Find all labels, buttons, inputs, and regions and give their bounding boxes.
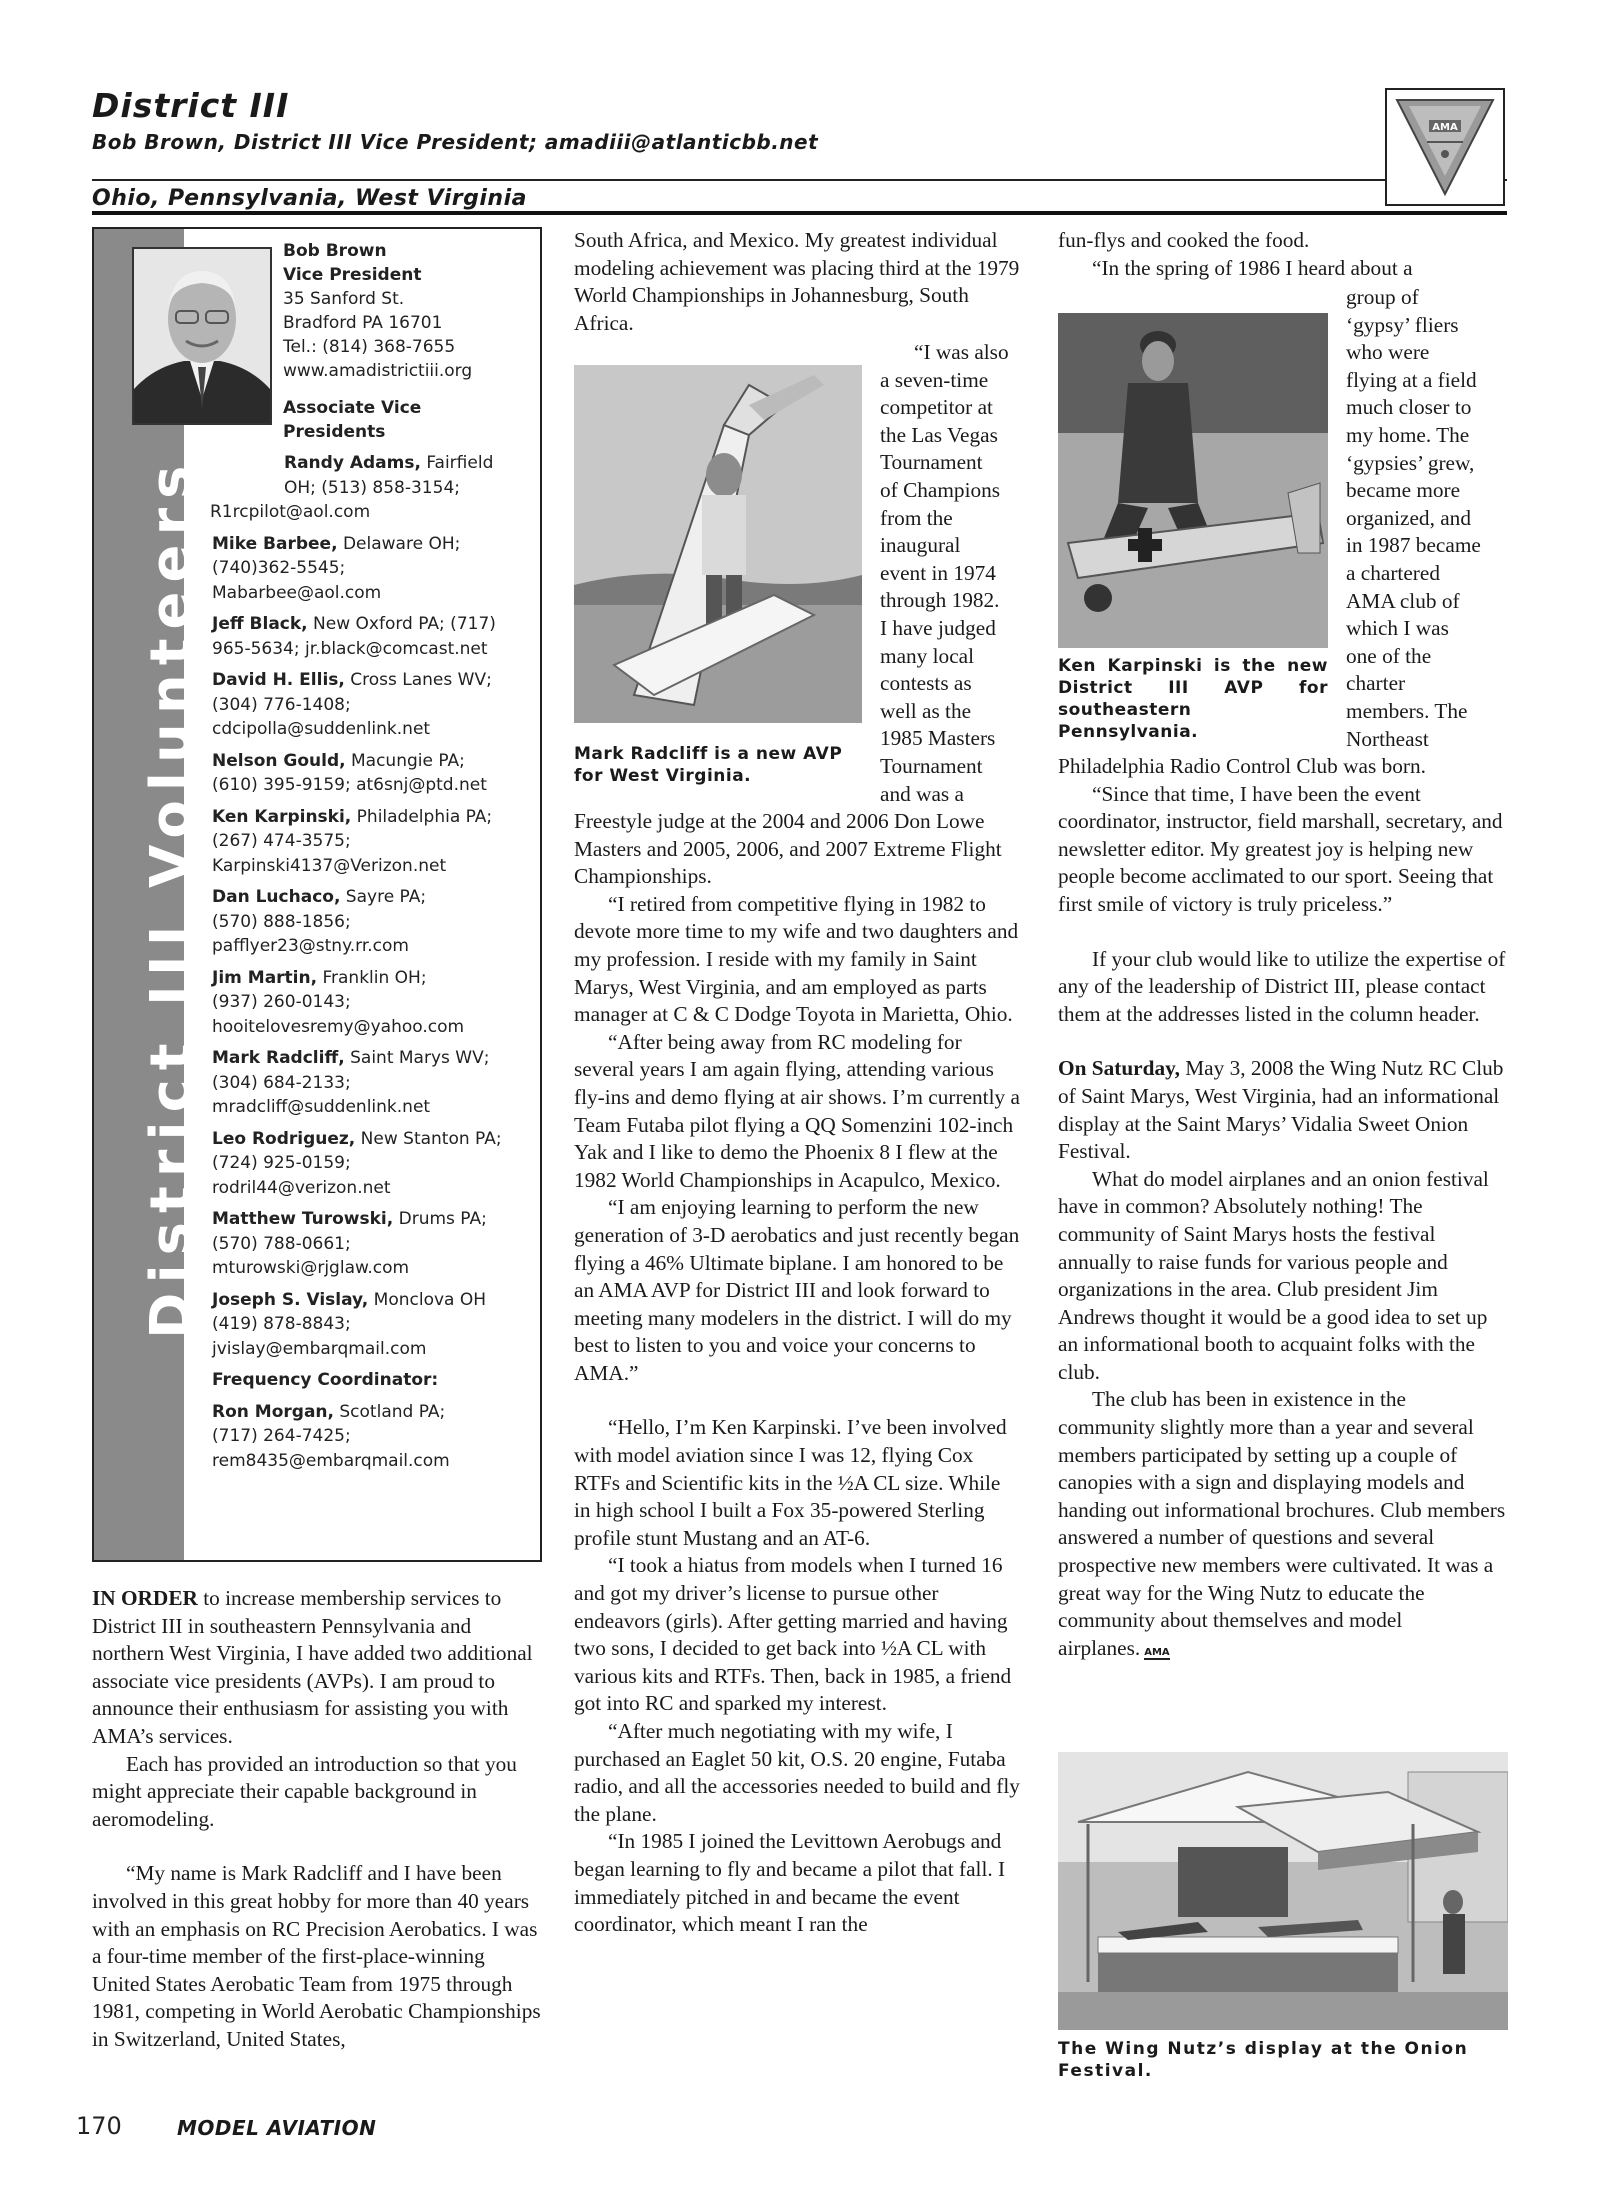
volunteer-entry <box>212 532 532 606</box>
volunteers-box <box>92 227 542 1562</box>
paragraph: Each has provided an introduction so that you might appreciate their capable background in aeromodeling. <box>92 1751 517 1831</box>
volunteer-entry <box>212 1046 532 1120</box>
volunteer-entry <box>212 1127 532 1201</box>
wing-nutz-caption: The Wing Nutz’s display at the Onion Festival. <box>1058 2039 1469 2081</box>
paragraph: South Africa, and Mexico. My greatest individual modeling achievement was placing third at the 1979 World Championships in Johannesburg, South Africa. <box>574 228 1020 335</box>
paragraph: May 3, 2008 the Wing Nutz RC Club of Saint Marys, West Virginia, had an informational display at the Saint Marys’ Vidalia Sweet Onion Festival. <box>1058 1056 1504 1164</box>
volunteer-email: mradcliff@suddenlink.net <box>212 1097 431 1117</box>
paragraph: Philadelphia Radio Control Club was born. <box>1058 754 1426 778</box>
volunteer-email: rem8435@embarqmail.com <box>212 1450 450 1471</box>
paragraph: “In 1985 I joined the Levittown Aerobugs and began learning to fly and became a pilot that fall. I immediately pitched in and became the event coordinator, which meant I ran the <box>574 1829 1006 1937</box>
paragraph: “Hello, I’m Ken Karpinski. I’ve been involved with model aviation since I was 12, flying Cox RTFs and Scientific kits in the ½A CL size. While in high school I built a Fox 35-powered Sterling profile stunt Mustang and an AT-6. <box>574 1415 1007 1550</box>
volunteer-name: Jim Martin, <box>212 967 318 988</box>
paragraph: The club has been in existence in the community slightly more than a year and several members participated by setting up a couple of canopies with a sign and displaying models and handing out informational brochures. Club members answered a number of questions and several prospective new members were cultivated. It was a great way for the Wing Nutz to educate the community about themselves and model airplanes. <box>1058 1387 1506 1660</box>
vp-city: Bradford PA 16701 <box>283 313 443 333</box>
column-3-wrap-text <box>1346 284 1511 753</box>
wing-nutz-display-photo <box>1058 1752 1508 2030</box>
wrap-line: from the <box>880 505 953 530</box>
volunteers-band <box>94 229 204 1560</box>
paragraph: “After much negotiating with my wife, I purchased an Eaglet 50 kit, O.S. 20 engine, Futaba radio, and all the accessories needed to build and fly the plane. <box>574 1719 1020 1826</box>
volunteers-band-title: District III Volunteers <box>139 456 204 1339</box>
frequency-heading-text: Frequency Coordinator: <box>212 1370 439 1390</box>
wrap-line: the Las Vegas <box>880 422 998 447</box>
avp-heading-1: Associate Vice <box>283 398 422 418</box>
volunteer-entry <box>212 885 532 959</box>
volunteer-location: Delaware OH; <box>337 533 461 554</box>
volunteer-location: Cross Lanes WV; <box>344 670 492 690</box>
wrap-line: well as the <box>880 698 972 723</box>
volunteer-name: David H. Ellis, <box>212 670 345 690</box>
volunteer-phone: (419) 878-8843; <box>212 1314 351 1334</box>
wrap-line: many local <box>880 643 975 668</box>
paragraph: to increase membership services to District III in southeastern Pennsylvania and northern West Virginia, I have added two additional associate vice presidents (AVPs). I am proud to announce their enthusiasm for assisting you with AMA’s services. <box>92 1586 533 1748</box>
paragraph: “I am enjoying learning to perform the new generation of 3-D aerobatics and just recently began flying a 46% Ultimate biplane. I am honored to be an AMA AVP for District III and look forward to meeting many modelers in the district. I will do my best to listen to you and voice your concerns to AMA.” <box>574 1195 1020 1385</box>
column-2-wrap-text <box>880 339 1030 808</box>
volunteer-location: Sayre PA; <box>340 887 427 907</box>
wrap-line: and was a <box>880 781 964 806</box>
logo-text: AMA <box>1432 122 1458 133</box>
paragraph: If your club would like to utilize the expertise of any of the leadership of District III, please contact them at the addresses listed in the column header. <box>1058 946 1506 1026</box>
volunteer-location: Franklin OH; <box>317 967 427 988</box>
wrap-line: my home. The <box>1346 422 1470 447</box>
column-2-top-text <box>574 227 1020 337</box>
bob-brown-photo <box>132 247 272 425</box>
wrap-line: charter <box>1346 671 1406 696</box>
paragraph: Freestyle judge at the 2004 and 2006 Don Lowe Masters and 2005, 2006, and 2007 Extreme Flight Championships. <box>574 809 1002 889</box>
wrap-line: “I was also <box>914 340 1009 364</box>
wrap-line: competitor at <box>880 395 993 420</box>
ama-logo-icon <box>1387 90 1503 204</box>
volunteer-phone: (724) 925-0159; <box>212 1153 351 1173</box>
vp-web: www.amadistrictiii.org <box>283 361 473 381</box>
volunteer-entry <box>212 1207 532 1281</box>
frequency-coordinator-entry <box>212 1400 532 1474</box>
paragraph: “After being away from RC modeling for several years I am again flying, attending various fly-ins and demo flying at air shows. I’m currently a Team Futaba pilot flying a QQ Somenzini 102-inch Yak and I like to demo the Phoenix 8 I flew at the 1982 World Championships in Acapulco, Mexico. <box>574 1029 1020 1192</box>
volunteer-phone: (267) 474-3575; <box>212 831 351 851</box>
volunteer-entry <box>212 451 532 525</box>
page-number: 170 <box>76 2112 122 2140</box>
paragraph: “I took a hiatus from models when I turned 16 and got my driver’s license to pursue other endeavors (girls). After getting married and having two sons, I decided to get back into ½A CL with various kits and RTFs. Then, back in 1985, a friend got into RC and sparked my interest. <box>574 1553 1012 1716</box>
wrap-line: which I was <box>1346 616 1449 641</box>
volunteer-location: Drums PA; <box>393 1209 487 1229</box>
volunteer-entry <box>212 966 532 1040</box>
wrap-line: Tournament <box>880 450 983 475</box>
paragraph: “My name is Mark Radcliff and I have been involved in this great hobby for more than 40 years with an emphasis on RC Precision Aerobatics. I was a four-time member of the first-place-winning United States Aerobatic Team from 1975 through 1981, competing in World Aerobatic Championships in Switzerland, United States, <box>92 1861 541 2051</box>
wrap-line: of Champions <box>880 477 1001 502</box>
avp-heading-2: Presidents <box>283 422 386 442</box>
wrap-line: Tournament <box>880 753 983 778</box>
wrap-line: a chartered <box>1346 560 1440 585</box>
lead-in: IN ORDER <box>92 1586 198 1610</box>
wrap-line: group of <box>1346 285 1419 309</box>
wrap-line: flying at a field <box>1346 367 1477 392</box>
wrap-lines <box>880 339 1030 808</box>
volunteer-phone: (570) 788-0661; <box>212 1233 351 1254</box>
volunteer-list <box>210 453 532 1480</box>
volunteer-phone: (937) 260-0143; <box>212 992 351 1012</box>
wrap-line: became more <box>1346 478 1461 503</box>
wrap-line: Northeast <box>1346 726 1429 751</box>
wrap-line: 1985 Masters <box>880 726 996 751</box>
wrap-line: event in 1974 <box>880 560 996 585</box>
lead-in: On Saturday, <box>1058 1056 1180 1081</box>
volunteer-name: Joseph S. Vislay, <box>212 1289 369 1310</box>
vp-tel: Tel.: (814) 368-7655 <box>283 337 456 357</box>
header-rule <box>92 179 1507 181</box>
mark-radcliff-caption: Mark Radcliff is a new AVP for West Virginia. <box>574 744 843 786</box>
volunteer-location: Monclova OH <box>368 1289 487 1310</box>
volunteer-email: Mabarbee@aol.com <box>212 582 382 603</box>
wrap-line: contests as <box>880 671 972 696</box>
ama-end-mark-icon: AMA <box>1144 1646 1170 1658</box>
wrap-line: through 1982. <box>880 588 1000 613</box>
volunteer-phone-email: (610) 395-9159; at6snj@ptd.net <box>212 775 487 795</box>
wrap-line: who were <box>1346 340 1430 365</box>
volunteer-location: Saint Marys WV; <box>344 1048 490 1068</box>
wrap-line: in 1987 became <box>1346 533 1481 558</box>
volunteer-name: Mark Radcliff, <box>212 1048 345 1068</box>
wrap-line: ‘gypsy’ fliers <box>1346 312 1459 337</box>
volunteer-entry <box>212 668 532 742</box>
volunteer-location: Scotland PA; <box>333 1401 446 1422</box>
section-title: District III <box>92 86 290 125</box>
volunteer-location: New Oxford PA; (717) <box>307 614 496 634</box>
wrap-line: organized, and <box>1346 505 1471 530</box>
paragraph: “I retired from competitive flying in 1982 to devote more time to my wife and two daughters and my profession. I reside with my family in Saint Marys, West Virginia, and am employed as parts manager at C & C Dodge Toyota in Marietta, Ohio. <box>574 891 1019 1027</box>
volunteer-email: mturowski@rjglaw.com <box>212 1258 410 1278</box>
volunteer-entry <box>212 805 532 879</box>
paragraph: “Since that time, I have been the event coordinator, instructor, field marshall, secretary, and newsletter editor. My greatest joy is helping new people become acclimated to our sport. Seeing that first smile of victory is truly priceless.” <box>1058 781 1503 916</box>
volunteer-phone: (304) 684-2133; <box>212 1072 351 1093</box>
volunteer-email: hooitelovesremy@yahoo.com <box>212 1016 465 1037</box>
volunteer-email: rodril44@verizon.net <box>212 1177 391 1198</box>
ama-district-logo <box>1385 88 1505 206</box>
wrap-line: AMA club of <box>1346 588 1460 613</box>
vp-street: 35 Sanford St. <box>283 289 405 309</box>
column-3-top-text <box>1058 227 1508 282</box>
frequency-coordinator-heading <box>212 1368 532 1393</box>
volunteer-name: Dan Luchaco, <box>212 887 341 907</box>
paragraph: fun-flys and cooked the food. <box>1058 228 1310 252</box>
section-subtitle: Bob Brown, District III Vice President; amadiii@atlanticbb.net <box>92 130 819 154</box>
volunteer-email: jvislay@embarqmail.com <box>212 1338 427 1359</box>
wrap-line: I have judged <box>880 615 996 640</box>
volunteer-entry <box>212 612 532 661</box>
volunteer-location: New Stanton PA; <box>355 1128 502 1149</box>
ken-karpinski-caption: Ken Karpinski is the new District III AVP for southeastern Pennsylvania. <box>1058 656 1328 742</box>
mark-radcliff-photo <box>574 365 862 723</box>
volunteer-location: Macungie PA; <box>345 750 465 771</box>
volunteer-email: cdcipolla@suddenlink.net <box>212 719 431 739</box>
volunteer-name: Mike Barbee, <box>212 533 338 554</box>
volunteer-email: pafflyer23@stny.rr.com <box>212 936 409 956</box>
volunteer-location: Fairfield <box>420 453 494 473</box>
volunteer-entry <box>212 1288 532 1362</box>
volunteer-phone: (717) 264-7425; <box>212 1426 351 1446</box>
column-2-main-text <box>574 808 1020 1939</box>
wrap-lines <box>1346 284 1511 753</box>
volunteer-location: Philadelphia PA; <box>351 806 493 827</box>
volunteer-email: Karpinski4137@Verizon.net <box>212 855 447 876</box>
vp-name: Bob Brown <box>283 241 387 261</box>
volunteer-phone-email: 965-5634; jr.black@comcast.net <box>212 638 488 659</box>
volunteer-name: Jeff Black, <box>212 614 308 634</box>
volunteer-phone: OH; (513) 858-3154; <box>284 477 460 498</box>
volunteer-entry <box>212 749 532 798</box>
volunteer-name: Randy Adams, <box>284 453 421 473</box>
wrap-line: much closer to <box>1346 395 1472 420</box>
volunteer-phone: (570) 888-1856; <box>212 911 351 932</box>
wrap-line: inaugural <box>880 533 961 558</box>
vp-contact <box>283 239 472 444</box>
volunteer-name: Leo Rodriguez, <box>212 1128 356 1149</box>
paragraph: “In the spring of 1986 I heard about a <box>1092 255 1413 280</box>
wrap-line: ‘gypsies’ grew, <box>1346 450 1475 475</box>
volunteer-phone: (304) 776-1408; <box>212 694 351 715</box>
wrap-line: members. The <box>1346 698 1468 723</box>
column-3-main-text <box>1058 753 1508 1666</box>
wrap-line: one of the <box>1346 643 1432 668</box>
ken-karpinski-photo <box>1058 313 1328 648</box>
volunteer-name: Matthew Turowski, <box>212 1209 394 1229</box>
region-label: Ohio, Pennsylvania, West Virginia <box>92 186 527 211</box>
header-rule-thick <box>92 211 1507 215</box>
vp-title: Vice President <box>283 265 422 285</box>
volunteer-name: Ken Karpinski, <box>212 806 352 827</box>
volunteer-phone: (740)362-5545; <box>212 558 346 578</box>
magazine-title: MODEL AVIATION <box>177 2116 377 2140</box>
paragraph: What do model airplanes and an onion festival have in common? Absolutely nothing! The community of Saint Marys hosts the festival annually to raise funds for various people and organizations in the area. Club president Jim Andrews thought it would be a good idea to set up an informational booth to acquaint folks with the club. <box>1058 1166 1489 1384</box>
column-1-text <box>92 1585 542 2054</box>
volunteer-email: R1rcpilot@aol.com <box>210 502 371 522</box>
volunteer-name: Nelson Gould, <box>212 750 346 771</box>
wrap-line: a seven-time <box>880 367 989 392</box>
volunteer-name: Ron Morgan, <box>212 1401 334 1422</box>
